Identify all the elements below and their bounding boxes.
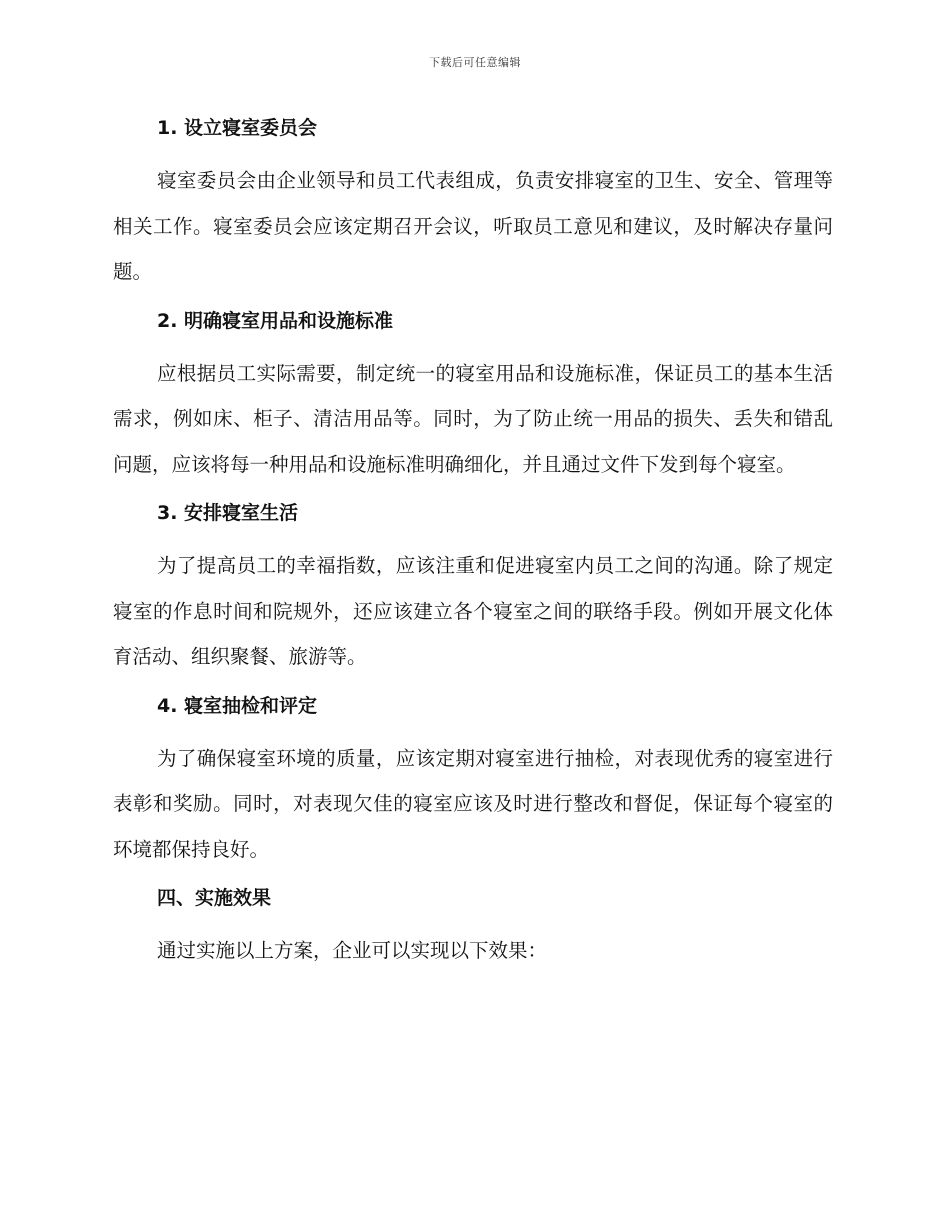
document-body: [113, 112, 833, 974]
section-paragraph-2: 应根据员工实际需要，制定统一的寝室用品和设施标准，保证员工的基本生活需求，例如床、柜子、清洁用品等。同时，为了防止统一用品的损失、丢失和错乱问题，应该将每一种用品和设施标准明确细化，并且通过文件下发到每个寝室。: [113, 361, 833, 476]
page-header-note: 下载后可任意编辑: [429, 56, 521, 69]
section-paragraph-4: 为了确保寝室环境的质量，应该定期对寝室进行抽检，对表现优秀的寝室进行表彰和奖励。同时，对表现欠佳的寝室应该及时进行整改和督促，保证每个寝室的环境都保持良好。: [113, 746, 833, 861]
section-heading-1: 1. 设立寝室委员会: [157, 117, 318, 139]
section-paragraph-1: 寝室委员会由企业领导和员工代表组成，负责安排寝室的卫生、安全、管理等相关工作。寝室委员会应该定期召开会议，听取员工意见和建议，及时解决存量问题。: [113, 169, 833, 283]
section-heading-2: 2. 明确寝室用品和设施标准: [157, 309, 394, 332]
section-heading-5: 四、实施效果: [157, 887, 272, 909]
section-heading-3: 3. 安排寝室生活: [157, 502, 299, 524]
section-heading-4: 4. 寝室抽检和评定: [157, 694, 318, 717]
section-paragraph-5: 通过实施以上方案，企业可以实现以下效果：: [157, 939, 548, 962]
section-paragraph-3: 为了提高员工的幸福指数，应该注重和促进寝室内员工之间的沟通。除了规定寝室的作息时间和院规外，还应该建立各个寝室之间的联络手段。例如开展文化体育活动、组织聚餐、旅游等。: [113, 554, 833, 668]
